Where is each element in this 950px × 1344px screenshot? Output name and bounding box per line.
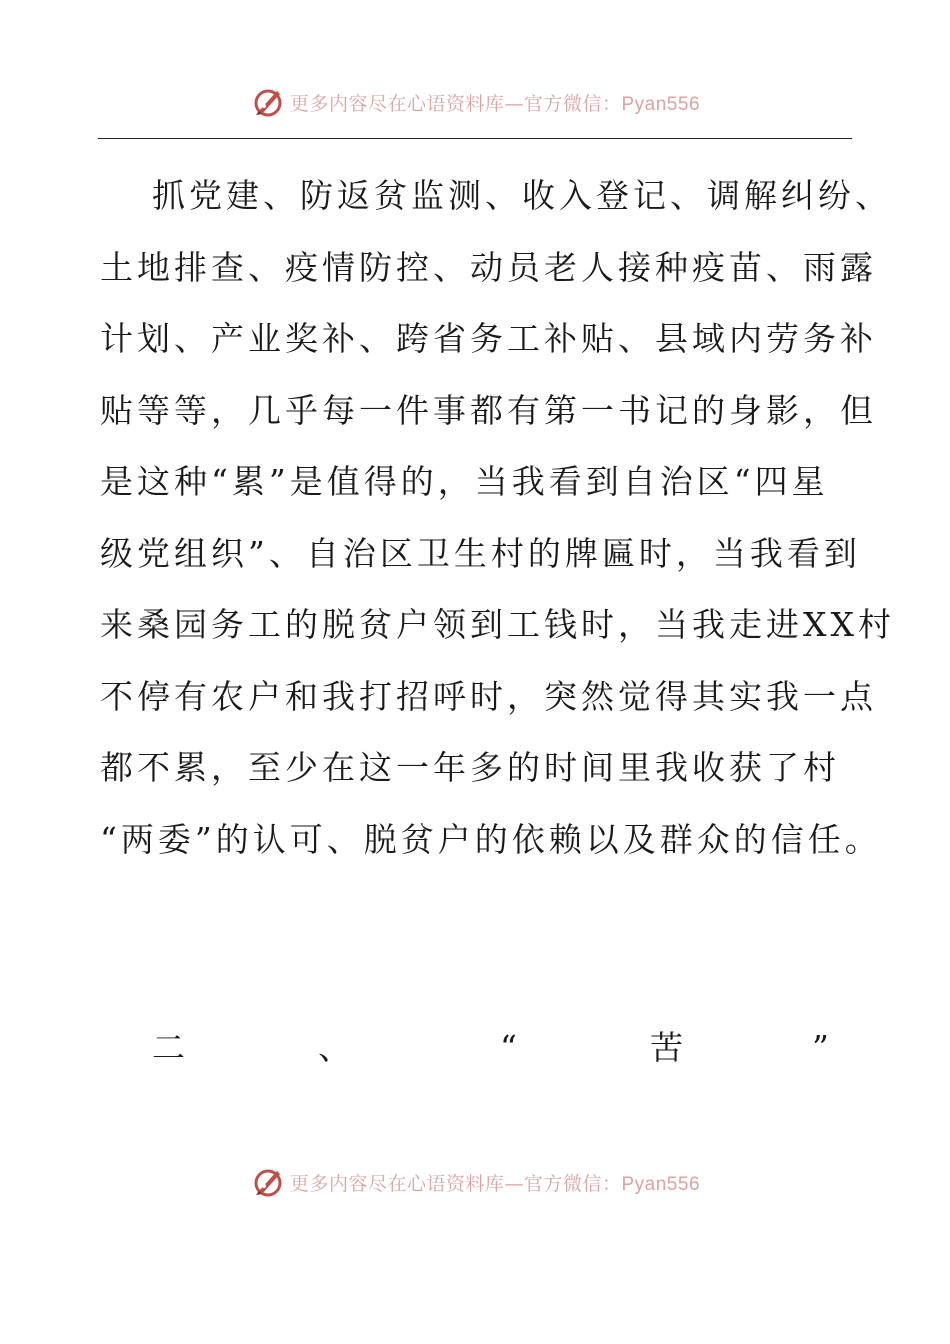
heading-number: 二 — [152, 1028, 185, 1067]
body-line: 来桑园务工的脱贫户领到工钱时，当我走进XX村 — [100, 605, 895, 644]
watermark-text-latin: Pyan556 — [621, 1173, 701, 1195]
heading-open-quote: “ — [500, 1028, 517, 1067]
body-line: 计划、产业奖补、跨省务工补贴、县域内劳务补 — [100, 319, 877, 358]
heading-word: 苦 — [650, 1028, 683, 1067]
body-line: 都不累，至少在这一年多的时间里我收获了村 — [100, 748, 840, 787]
body-line: 级党组织”、自治区卫生村的牌匾时，当我看到 — [100, 533, 861, 573]
heading-close-quote: ” — [812, 1028, 829, 1067]
pen-logo-icon — [250, 1164, 286, 1200]
body-line: 不停有农户和我打招呼时，突然觉得其实我一点 — [100, 676, 877, 716]
heading-separator: 、 — [318, 1028, 351, 1067]
body-line: “两委”的认可、脱贫户的依赖以及群众的信任。 — [100, 819, 882, 859]
header-divider — [98, 138, 852, 139]
body-line: 土地排查、疫情防控、动员老人接种疫苗、雨露 — [100, 247, 877, 287]
footer-watermark — [0, 1162, 950, 1202]
body-paragraph — [100, 160, 895, 875]
watermark-text — [290, 89, 700, 116]
body-line: 抓党建、防返贫监测、收入登记、调解纠纷、 — [152, 176, 892, 215]
watermark-text-latin: Pyan556 — [621, 93, 701, 115]
watermark-group — [250, 1164, 700, 1200]
watermark-text-cn: 更多内容尽在心语资料库—官方微信： — [289, 1172, 622, 1195]
watermark-text-cn: 更多内容尽在心语资料库—官方微信： — [289, 92, 622, 115]
body-line: 是这种“累”是值得的，当我看到自治区“四星 — [100, 462, 829, 501]
watermark-text — [290, 1169, 700, 1196]
header-watermark — [0, 82, 950, 122]
section-heading — [100, 1018, 860, 1078]
watermark-group — [250, 84, 700, 120]
body-line: 贴等等，几乎每一件事都有第一书记的身影，但 — [100, 390, 877, 430]
pen-logo-icon — [250, 84, 286, 120]
